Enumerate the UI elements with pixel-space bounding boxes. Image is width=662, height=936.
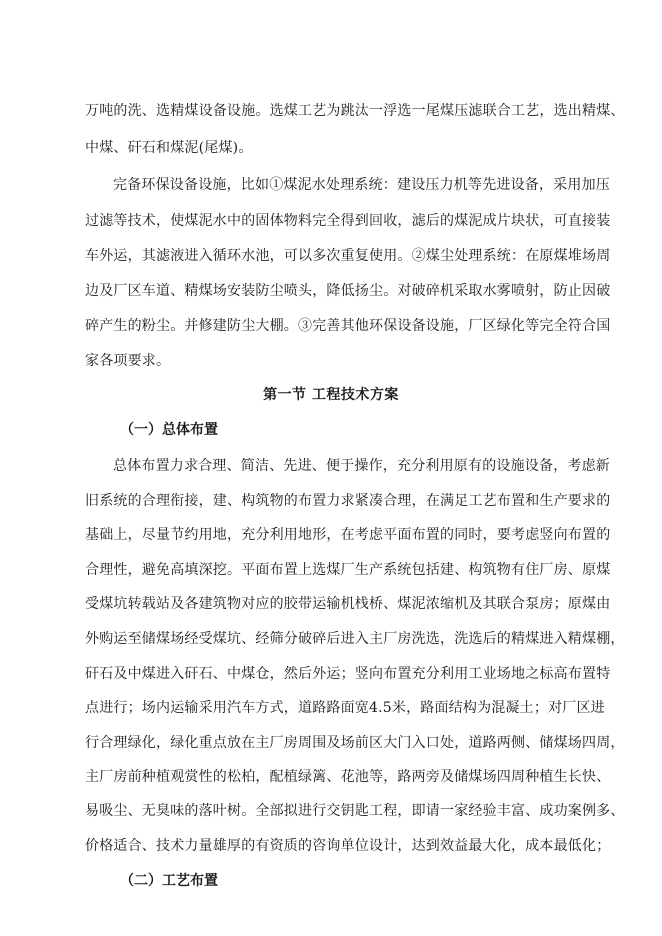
paragraph-line: 受煤坑转载站及各建筑物对应的胶带运输机栈桥、煤泥浓缩机及其联合泵房；原煤由 [85, 596, 611, 612]
paragraph-line: 行合理绿化，绿化重点放在主厂房周围及场前区大门入口处，道路两侧、储煤场四周， [85, 735, 625, 751]
paragraph-line: 车外运，其滤液进入循环水池，可以多次重复使用。②煤尘处理系统：在原煤堆场周 [85, 248, 611, 264]
paragraph-line: 基础上，尽量节约用地，充分利用地形，在考虑平面布置的同时，要考虑竖向布置的 [85, 527, 611, 543]
paragraph-line: 家各项要求。 [85, 353, 171, 369]
subsection-heading: （二）工艺布置 [120, 873, 218, 889]
paragraph-line: 完备环保设备设施，比如①煤泥水处理系统：建设压力机等先进设备，采用加压 [113, 177, 610, 193]
paragraph-line: 碎产生的粉尘。并修建防尘大棚。③完善其他环保设备设施，厂区绿化等完全符合国 [85, 318, 611, 334]
paragraph-line: 万吨的洗、选精煤设备设施。选煤工艺为跳汰一浮选一尾煤压滤联合工艺，选出精煤、 [85, 103, 625, 119]
paragraph-line: 价格适合、技术力量雄厚的有资质的咨询单位设计，达到效益最大化，成本最低化； [85, 838, 611, 854]
paragraph-line: 易吸尘、无臭味的落叶树。全部拟进行交钥匙工程，即请一家经验丰富、成功案例多、 [85, 803, 625, 819]
paragraph-line: 总体布置力求合理、简洁、先进、便于操作，充分利用原有的设施设备，考虑新 [113, 458, 610, 474]
paragraph-line: 中煤、矸石和煤泥(尾煤)。 [85, 140, 253, 156]
paragraph-line: 过滤等技术，使煤泥水中的固体物料完全得到回收，滤后的煤泥成片块状，可直接装 [85, 213, 611, 229]
paragraph-line: 矸石及中煤进入矸石、中煤仓，然后外运；竖向布置充分利用工业场地之标高布置特 [85, 666, 611, 682]
paragraph-line: 外购运至储煤场经受煤坑、经筛分破碎后进入主厂房洗选，洗选后的精煤进入精煤棚， [85, 631, 625, 647]
section-title: 第一节 工程技术方案 [263, 387, 399, 403]
paragraph-line: 合理性，避免高填深挖。平面布置上选煤厂生产系统包括建、构筑物有住厂房、原煤 [85, 562, 611, 578]
paragraph-line: 旧系统的合理衔接，建、构筑物的布置力求紧凑合理，在满足工艺布置和生产要求的 [85, 493, 611, 509]
subsection-heading: （一）总体布置 [120, 422, 218, 438]
paragraph-line: 边及厂区车道、精煤场安装防尘喷头，降低扬尘。对破碎机采取水雾喷射，防止因破 [85, 283, 611, 299]
paragraph-line: 主厂房前种植观赏性的松柏，配植绿篱、花池等，路两旁及储煤场四周种植生长快、 [85, 769, 611, 785]
paragraph-line: 点进行；场内运输采用汽车方式，道路路面宽4.5米，路面结构为混凝土；对厂区进 [85, 700, 605, 716]
